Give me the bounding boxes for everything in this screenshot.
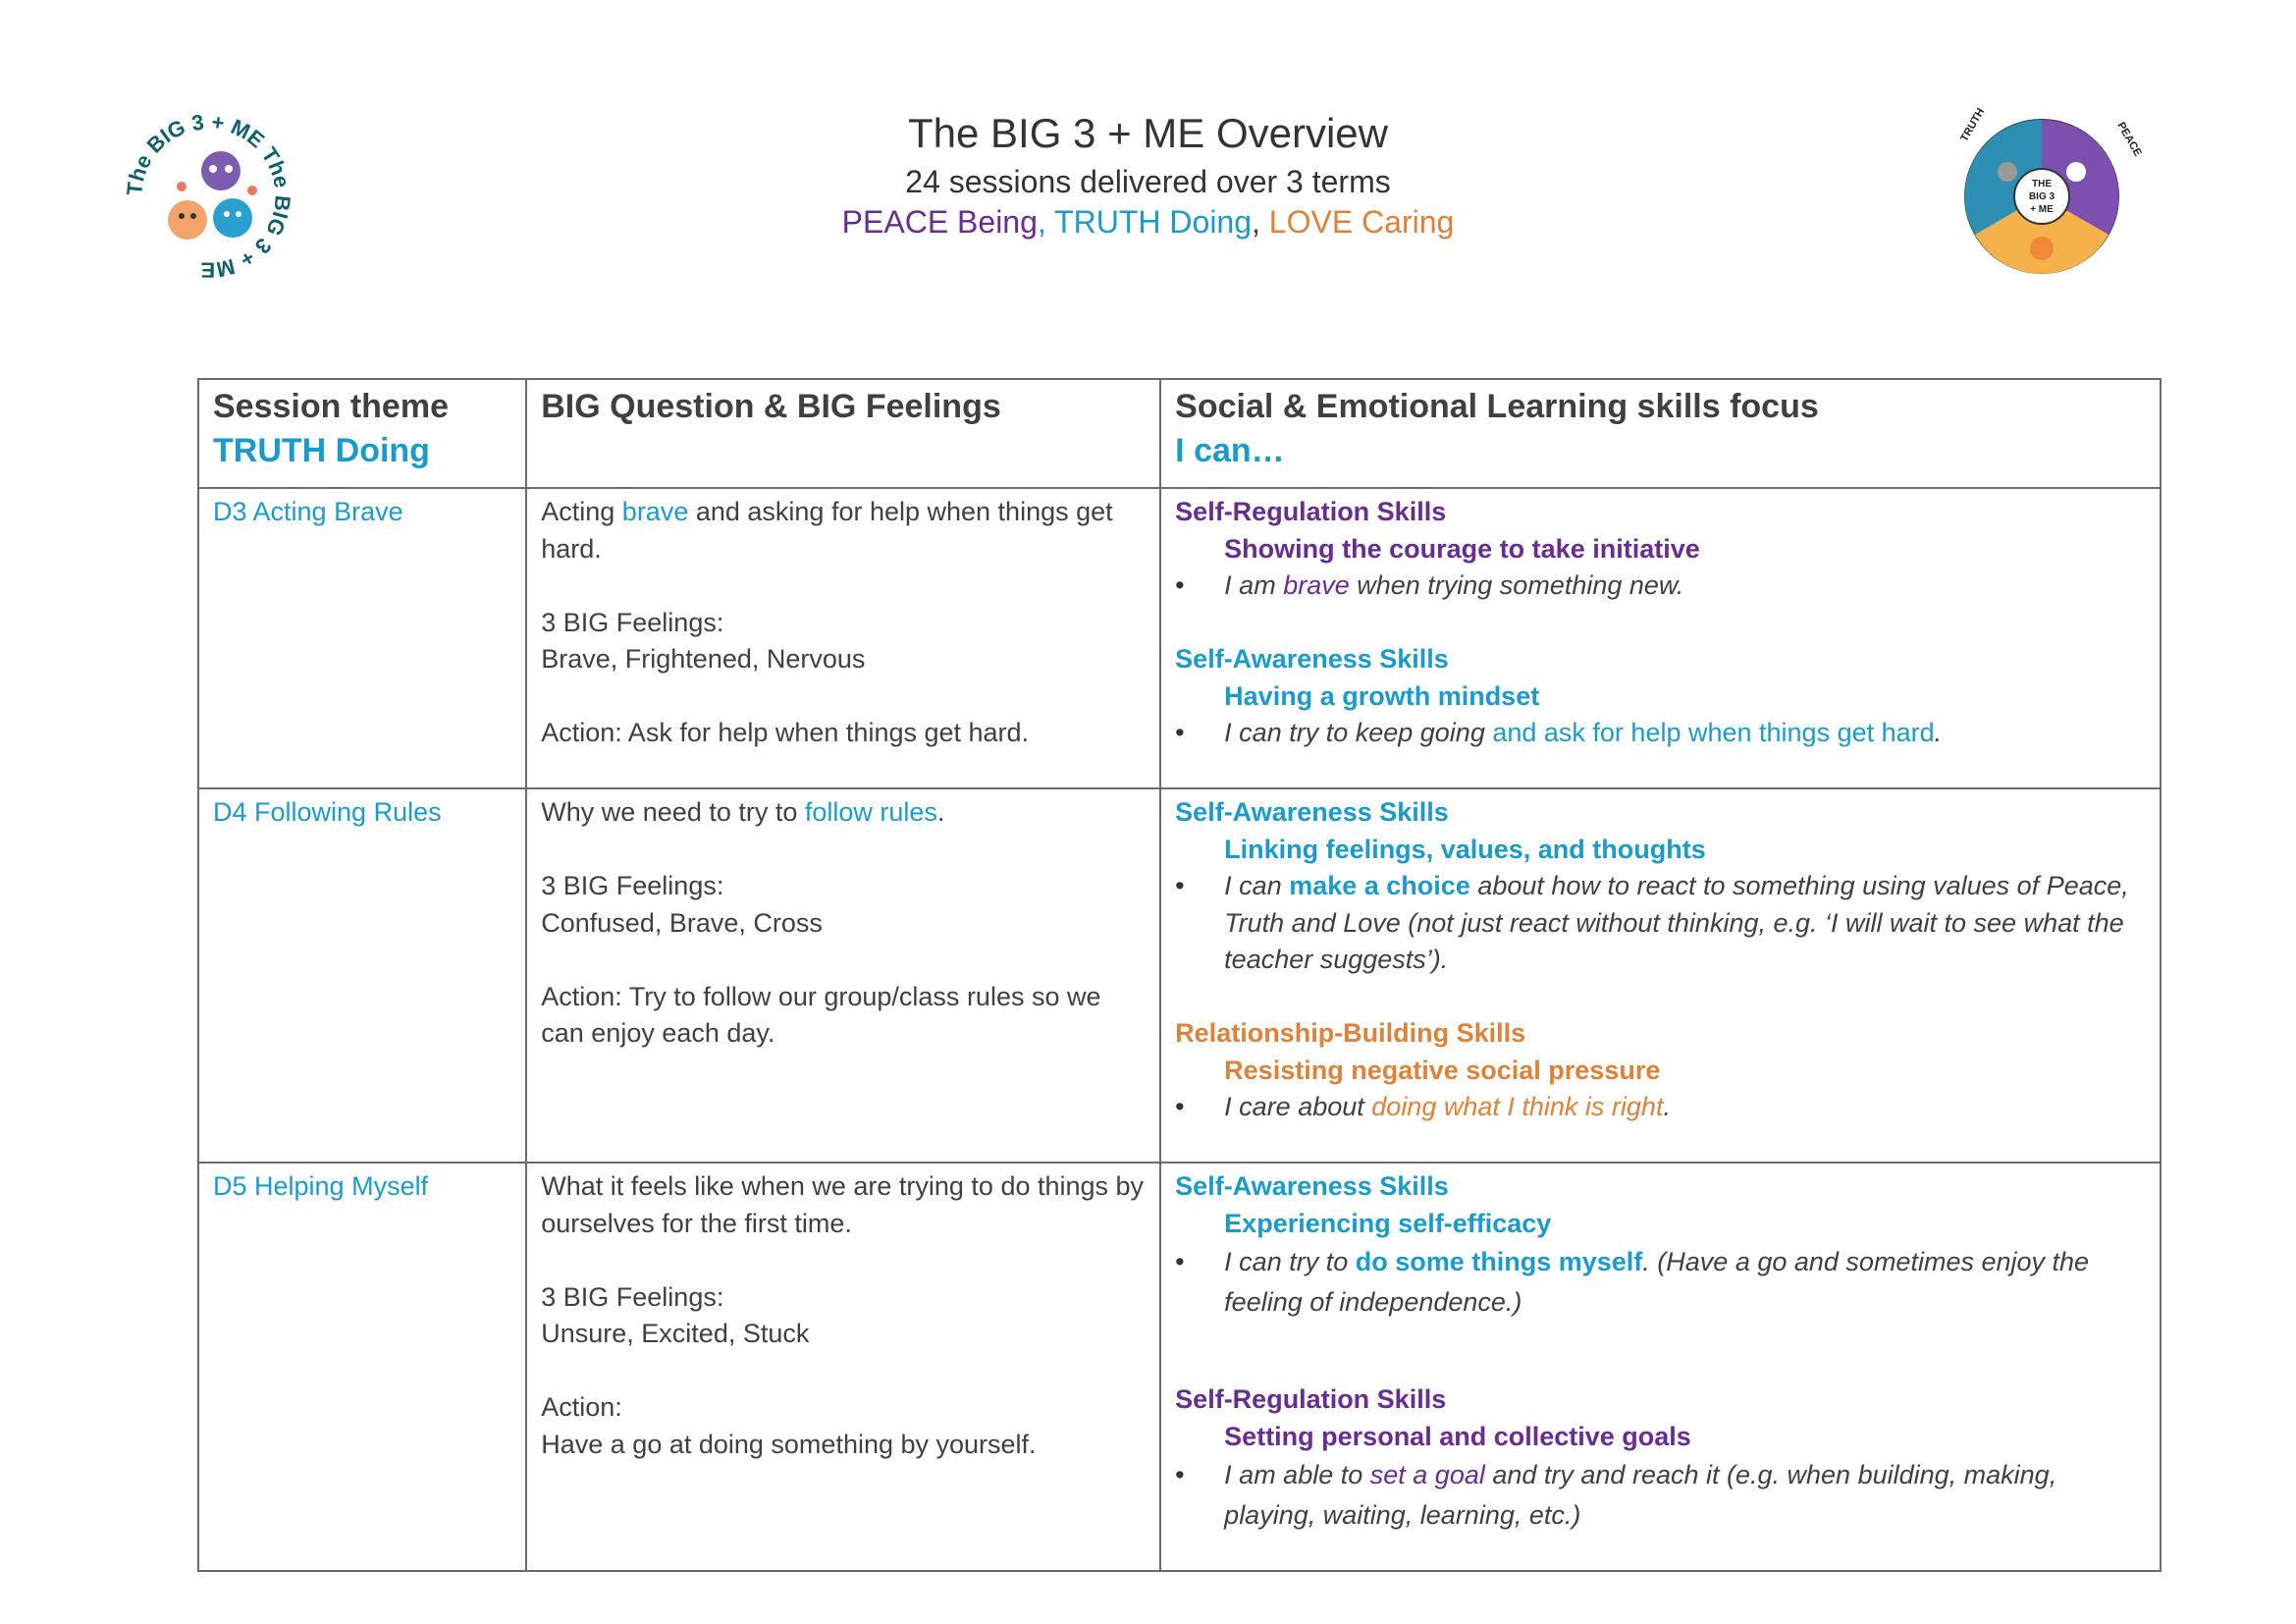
feelings-label: 3 BIG Feelings: <box>541 871 724 900</box>
big-question: What it feels like when we are trying to do things by ourselves for the first time. <box>541 1171 1145 1238</box>
skill-title: Self-Awareness Skills <box>1175 644 1449 674</box>
cloud-face-icon <box>1998 162 2017 182</box>
skill-title: Self-Awareness Skills <box>1175 797 1449 827</box>
skills-cell <box>1160 1163 2161 1571</box>
tagline-comma: , <box>1252 204 1260 240</box>
logo-ring-text: The BIG 3 + ME The BIG 3 + ME <box>123 110 294 282</box>
feelings-label: 3 BIG Feelings: <box>541 607 724 637</box>
skill-title: Self-Regulation Skills <box>1175 497 1447 526</box>
skill-bullet: • I can make a choice about how to react to something using values of Peace, Truth and Love (not just react without thinking, e.g. ‘I will wait to see what the teacher suggests’). <box>1175 871 2129 974</box>
overview-table <box>197 378 2162 1572</box>
action-text: Have a go at doing something by yourself. <box>541 1429 1037 1459</box>
logo-center-text: THE <box>2032 179 2052 189</box>
skill-title: Self-Regulation Skills <box>1175 1384 1447 1414</box>
tagline-comma: , <box>1037 204 1046 240</box>
skill-subtitle: Setting personal and collective goals <box>1224 1421 1691 1451</box>
page-subtitle: 24 sessions delivered over 3 terms <box>905 164 1391 199</box>
skill-bullet: • I am able to set a goal and try and reach it (e.g. when building, making, playing, waiting, learning, etc.) <box>1175 1460 2057 1530</box>
big3-wheel-logo-right <box>1949 103 2150 290</box>
skill-subtitle: Resisting negative social pressure <box>1224 1055 1661 1085</box>
session-theme-cell <box>198 1163 526 1571</box>
skill-bullet: • I am brave when trying something new. <box>1175 570 1684 600</box>
header-label: Social & Emotional Learning skills focus <box>1175 388 1819 425</box>
skill-title: Relationship-Building Skills <box>1175 1018 1526 1048</box>
big-question-cell <box>526 488 1160 788</box>
skill-subtitle: Experiencing self-efficacy <box>1224 1208 1552 1238</box>
session-theme: D4 Following Rules <box>213 797 442 827</box>
cloud-face-icon <box>2066 162 2086 182</box>
big-question: Why we need to try to follow rules. <box>541 797 945 827</box>
header-label: I can… <box>1175 432 1285 469</box>
feelings-list: Confused, Brave, Cross <box>541 907 823 938</box>
skills-cell <box>1160 488 2161 788</box>
skill-bullet: • I care about doing what I think is right. <box>1175 1092 1671 1121</box>
tagline-truth: TRUTH Doing <box>1054 204 1253 240</box>
action-label: Action: <box>541 1392 622 1422</box>
header-session-theme <box>198 379 526 488</box>
skill-subtitle: Showing the courage to take initiative <box>1224 533 1700 564</box>
skill-bullet: • I can try to keep going and ask for help when things get hard. <box>1175 718 1943 747</box>
header-label: TRUTH Doing <box>213 432 430 469</box>
page-title: The BIG 3 + ME Overview <box>908 110 1388 156</box>
session-theme-cell <box>198 488 526 788</box>
big-question-cell <box>526 788 1160 1163</box>
tagline-love: LOVE Caring <box>1268 204 1455 240</box>
session-theme: D5 Helping Myself <box>213 1171 429 1201</box>
logo-peace-text: PEACE <box>2114 120 2144 159</box>
action-text: Action: Try to follow our group/class rules so we can enjoy each day. <box>541 981 1101 1048</box>
feelings-list: Brave, Frightened, Nervous <box>541 644 866 674</box>
logo-center-text: + ME <box>2030 204 2054 215</box>
session-theme-cell <box>198 788 526 1163</box>
feelings-list: Unsure, Excited, Stuck <box>541 1319 810 1348</box>
skill-subtitle: Having a growth mindset <box>1224 680 1540 711</box>
header-big-question <box>526 379 1160 488</box>
session-theme: D3 Acting Brave <box>213 497 403 526</box>
header-label: Session theme <box>213 388 449 425</box>
skills-cell <box>1160 788 2161 1163</box>
table-header-row <box>198 379 2161 488</box>
big-question-cell <box>526 1163 1160 1571</box>
skill-title: Self-Awareness Skills <box>1175 1171 1449 1201</box>
sun-face-icon <box>2030 237 2054 260</box>
logo-truth-text: TRUTH <box>1958 106 1988 144</box>
action-text: Action: Ask for help when things get hard. <box>541 718 1030 747</box>
skill-subtitle: Linking feelings, values, and thoughts <box>1224 834 1706 864</box>
logo-center-text: BIG 3 <box>2028 191 2056 202</box>
table-row <box>198 488 2161 788</box>
big-question: Acting brave and asking for help when things get hard. <box>541 497 1113 564</box>
tagline-peace: PEACE Being <box>841 204 1038 240</box>
skill-bullet: • I can try to do some things myself. (Have a go and sometimes enjoy the feeling of independence.) <box>1175 1247 2090 1317</box>
header-sel-skills <box>1160 379 2161 488</box>
feelings-label: 3 BIG Feelings: <box>541 1281 724 1312</box>
table-row <box>198 788 2161 1163</box>
table-row <box>198 1163 2161 1571</box>
header-label: BIG Question & BIG Feelings <box>541 388 1001 425</box>
